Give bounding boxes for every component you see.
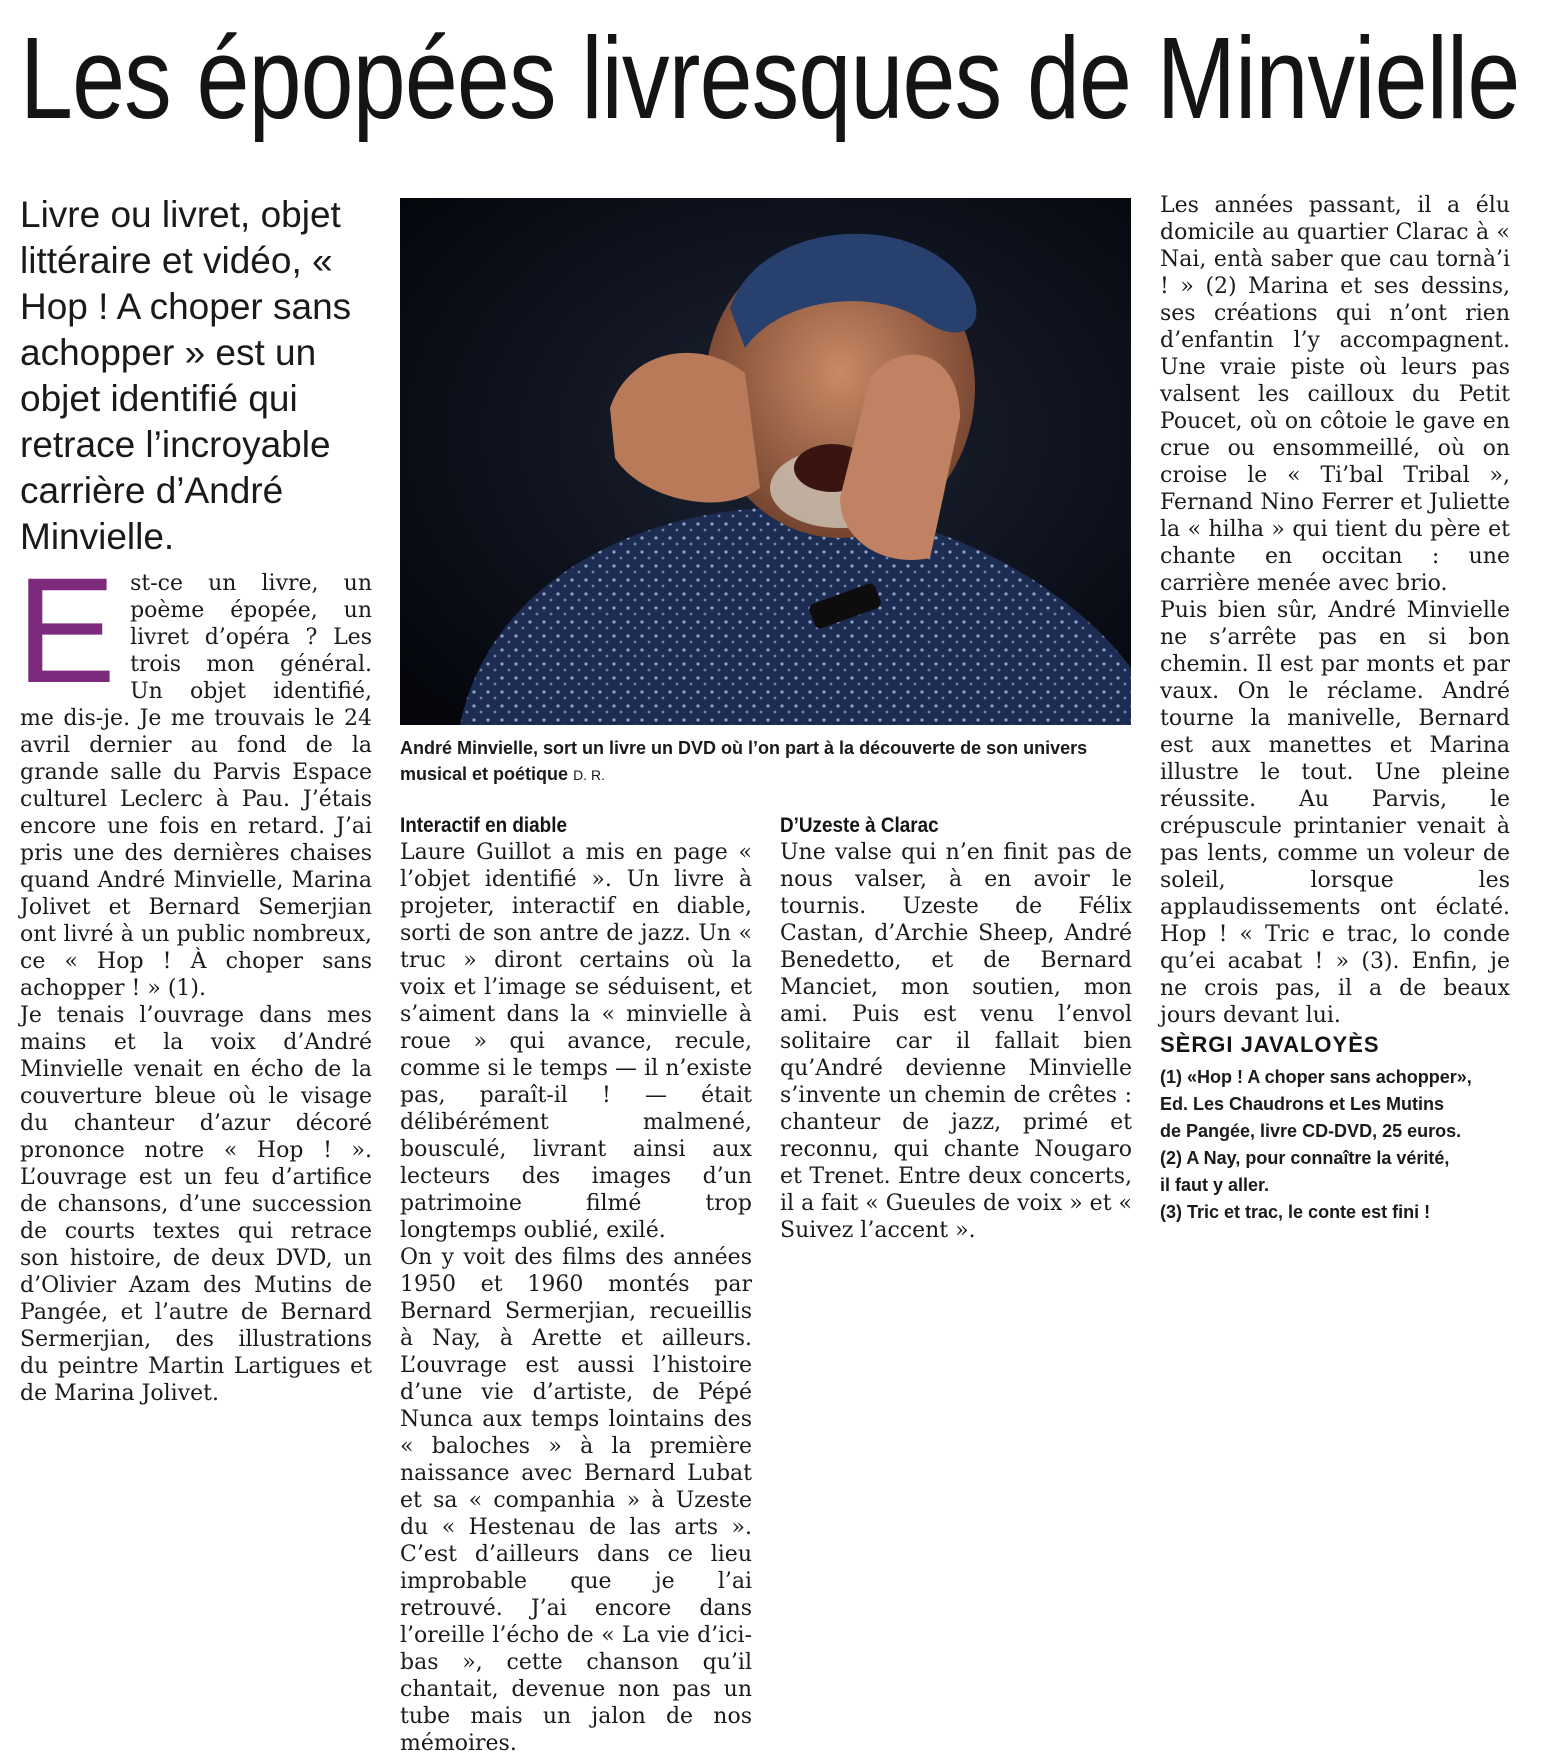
article-column-2	[400, 812, 752, 1757]
article-column-1	[16, 546, 372, 1407]
photo-credit: D. R.	[573, 767, 605, 783]
author-signature: SÈRGI JAVALOYÈS	[1160, 1032, 1380, 1057]
subheading: Interactif en diable	[400, 814, 567, 837]
article-paragraph: Les années passant, il a élu domicile au quartier Clarac à « Nai, entà saber que cau tornà’i ! » (2) Marina et ses dessins, ses créations qui n’ont rien d’enfantin l’y accompagnent. Une vraie piste où leurs pas valsent les cailloux du Petit Poucet, où on côtoie le gave en crue ou ensommeillé, où on croise le « Ti’bal Tribal », Fernand Nino Ferrer et Juliette la « hilha » qui tient du père et chante en occitan : une carrière menée avec brio.	[1160, 193, 1510, 596]
footnote-line: il faut y aller.	[1160, 1175, 1270, 1195]
photo-illustration	[400, 198, 1131, 725]
photo-caption	[400, 735, 1131, 788]
headline: Les épopées livresques de Minvielle	[20, 13, 1520, 143]
article-paragraph: Je tenais l’ouvrage dans mes mains et la voix d’André Minvielle venait en écho de la couverture bleue où le visage du chanteur d’azur décoré prononce notre « Hop ! ». L’ouvrage est un feu d’artifice de chansons, d’une succession de courts textes qui retrace son histoire, de deux DVD, un d’Olivier Azam des Mutins de Pangée, et l’autre de Bernard Sermerjian, des illustrations du peintre Martin Lartigues et de Marina Jolivet.	[20, 1003, 372, 1406]
article-paragraph: Laure Guillot a mis en page « l’objet identifié ». Un livre à projeter, interactif en diable, sorti de son antre de jazz. Un « truc » diront certains où la voix et l’image se séduisent, et s’aiment dans la « minvielle à roue » qui avance, recule, comme si le temps — il n’existe pas, paraît-il ! — était délibérément malmené, bousculé, livrant ainsi aux lecteurs des images d’un patrimoine filmé trop longtemps oublié, exilé.	[400, 840, 752, 1243]
article-column-3	[780, 812, 1132, 1244]
article-paragraph: On y voit des films des années 1950 et 1960 montés par Bernard Sermerjian, recueillis à Nay, à Arette et ailleurs. L’ouvrage est aussi l’histoire d’une vie d’artiste, de Pépé Nunca aux temps lointains des « baloches » à la première naissance avec Bernard Lubat et sa « companhia » à Uzeste du « Hestenau de las arts ». C’est d’ailleurs dans ce lieu improbable que je l’ai retrouvé. J’ai encore dans l’oreille l’écho de « La vie d’ici-bas », cette chanson qu’il chantait, devenue non pas un tube mais un jalon de nos mémoires.	[400, 1245, 752, 1756]
article-paragraph: Puis bien sûr, André Minvielle ne s’arrête pas en si bon chemin. Il est par monts et par vaux. On le réclame. André tourne la manivelle, Bernard est aux manettes et Marina illustre le tout. Une pleine réussite. Au Parvis, le crépuscule printanier venait à pas lents, comme un voleur de soleil, lorsque les applaudissements ont éclaté. Hop ! « Tric e trac, lo conde qu’ei acabat ! » (3). Enfin, je ne crois pas, il a de beaux jours devant lui.	[1160, 598, 1510, 1028]
lead-paragraph: Livre ou livret, objet littéraire et vidéo, « Hop ! A choper sans achopper » est un objet identifié qui retrace l’incroyable carrière d’André Minvielle.	[20, 194, 352, 557]
footnotes	[1160, 1064, 1510, 1226]
footnote-line: (2) A Nay, pour connaître la vérité,	[1160, 1148, 1450, 1168]
subheading: D’Uzeste à Clarac	[780, 814, 939, 837]
footnote-line: Ed. Les Chaudrons et Les Mutins	[1160, 1094, 1445, 1114]
dropcap: E	[16, 546, 117, 714]
article-paragraph: st-ce un livre, un poème épopée, un livret d’opéra ? Les trois mon général. Un objet identifié, me dis-je. Je me trouvais le 24 avril dernier au fond de la grande salle du Parvis Espace culturel Leclerc à Pau. J’étais encore une fois en retard. J’ai pris une des dernières chaises quand André Minvielle, Marina Jolivet et Bernard Semerjian ont livré à un public nombreux, ce « Hop ! À choper sans achopper ! » (1).	[20, 571, 372, 1001]
article-column-4	[1160, 192, 1510, 1226]
footnote-line: (3) Tric et trac, le conte est fini !	[1160, 1202, 1431, 1222]
footnote-line: (1) «Hop ! A choper sans achopper»,	[1160, 1067, 1472, 1087]
article-paragraph: Une valse qui n’en finit pas de nous valser, à en avoir le tournis. Uzeste de Félix Castan, d’Archie Sheep, André Benedetto, et de Bernard Manciet, mon soutien, mon ami. Puis est venu l’envol solitaire car il fallait bien qu’André devienne Minvielle s’invente un chemin de crêtes : chanteur de jazz, primé et reconnu, qui chante Nougaro et Trenet. Entre deux concerts, il a fait « Gueules de voix » et « Suivez l’accent ».	[780, 840, 1132, 1243]
caption-text: André Minvielle, sort un livre un DVD où l’on part à la découverte de son univers musical et poétique	[400, 738, 1088, 784]
footnote-line: de Pangée, livre CD-DVD, 25 euros.	[1160, 1121, 1462, 1141]
portrait-photo-icon	[400, 198, 1131, 725]
